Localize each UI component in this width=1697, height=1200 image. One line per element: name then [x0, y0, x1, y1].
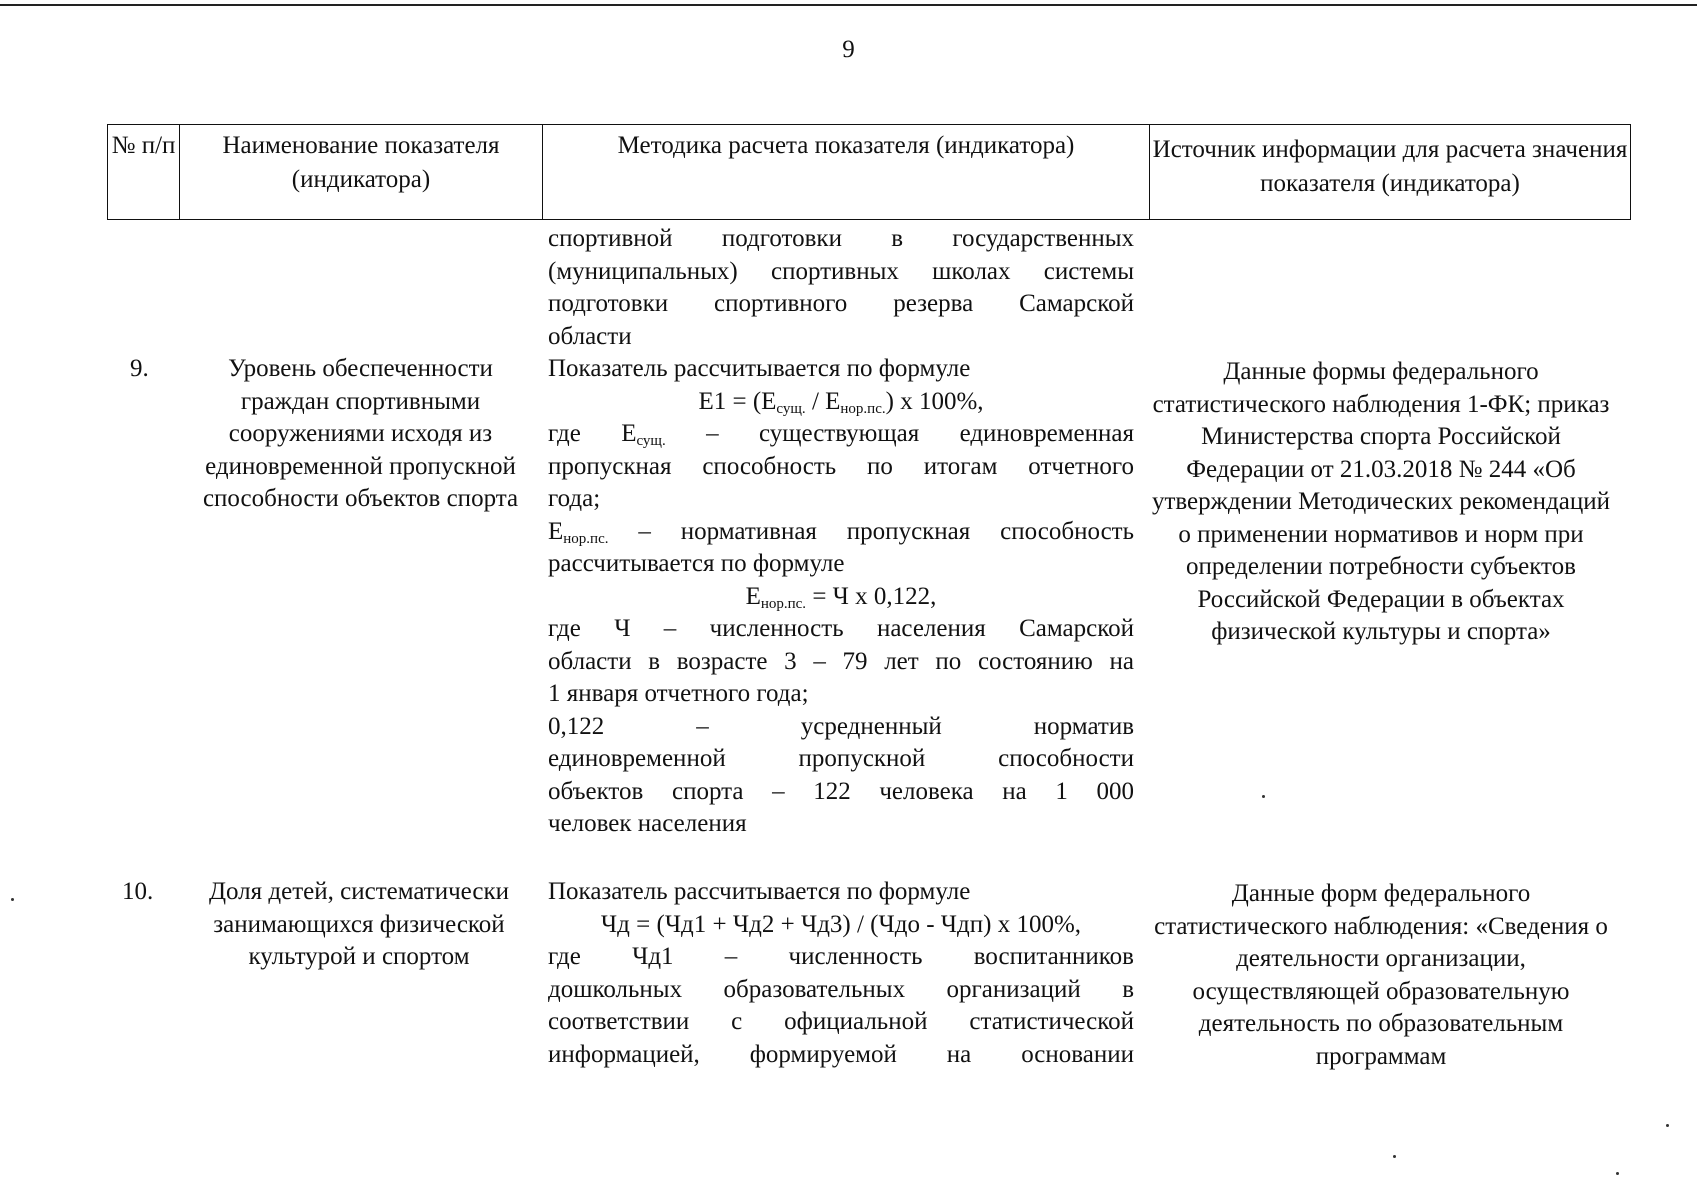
continuation-line: спортивной подготовки в государственных — [548, 225, 1134, 252]
method-formula: $E1 = (E_{сущ.} / E_{нор.пс.})$ x 100%, — [698, 387, 984, 417]
method-line: 0,122 – усредненный норматив — [548, 712, 1134, 740]
row-10-name: Доля детей, систематически занимающихся физической культурой и спортом — [208, 878, 510, 970]
row-9-num: 9. — [130, 355, 149, 382]
method-line: единовременной пропускной способности — [548, 745, 1134, 772]
method-line: соответствии с официальной статистической — [548, 1008, 1134, 1035]
method-line: информацией, формируемой на основании — [548, 1040, 1134, 1068]
method-line: области в возрасте 3 – 79 лет по состоянию на — [548, 647, 1134, 675]
method-line: где Чд1 – численность воспитанников — [548, 943, 1134, 970]
scan-speck — [1616, 1172, 1619, 1175]
method-line: дошкольных образовательных организаций в — [548, 975, 1134, 1003]
method-line: 1 января отчетного года; — [548, 680, 809, 707]
row-10-source: Данные форм федерального статистического наблюдения: «Сведения о деятельности организации, осуществляющей образовательную деятельность по образовательным программам — [1154, 880, 1608, 1070]
method-line: объектов спорта – 122 человека на 1 000 — [548, 777, 1134, 805]
method-line: где $E_{сущ.}$ – существующая единовременная — [548, 420, 1134, 449]
method-line: $E_{нор.пс.}$ – нормативная пропускная способность — [548, 517, 1134, 547]
row-9-name: Уровень обеспеченности граждан спортивными сооружениями исходя из единовременной пропускной способности объектов спорта — [202, 355, 519, 512]
method-line: рассчитывается по формуле — [548, 550, 845, 577]
continuation-text — [548, 223, 1134, 353]
header-name: Наименование показателя (индикатора) — [180, 125, 543, 219]
method-formula: Чд = (Чд1 + Чд2 + Чд3) / (Чдо - Чдп) x 100%, — [600, 910, 1082, 938]
row-10-method — [548, 876, 1134, 1071]
continuation-line: подготовки спортивного резерва Самарской — [548, 290, 1134, 317]
header-method: Методика расчета показателя (индикатора) — [543, 125, 1150, 219]
method-line: где Ч – численность населения Самарской — [548, 615, 1134, 642]
top-rule — [0, 4, 1697, 6]
scan-speck — [11, 898, 14, 901]
method-line: пропускная способность по итогам отчетного — [548, 452, 1134, 480]
table-header — [107, 124, 1631, 220]
header-source: Источник информации для расчета значения показателя (индикатора) — [1152, 136, 1628, 197]
method-intro: Показатель рассчитывается по формуле — [548, 355, 971, 382]
row-9-method — [548, 353, 1134, 841]
continuation-line: области — [548, 322, 632, 350]
method-line: человек населения — [548, 810, 747, 837]
method-formula-2: $E_{нор.пс.} = Ч$ x 0,122, — [745, 582, 937, 612]
method-intro: Показатель рассчитывается по формуле — [548, 878, 971, 905]
continuation-line: (муниципальных) спортивных школах системы — [548, 257, 1134, 285]
scan-speck — [1393, 1155, 1396, 1158]
scan-speck — [1666, 1124, 1669, 1127]
row-9-source: Данные формы федерального статистического наблюдения 1-ФК; приказ Министерства спорта Российской Федерации от 21.03.2018 № 244 «Об утверждении Методических рекомендаций о применении нормативов и норм при определении потребности субъектов Российской Федерации в объектах физической культуры и спорта» — [1151, 358, 1611, 645]
page-number: 9 — [842, 36, 855, 63]
method-line: года; — [548, 485, 601, 512]
scan-speck — [1262, 795, 1265, 798]
header-num: № п/п — [108, 125, 180, 219]
row-10-num: 10. — [122, 878, 154, 905]
